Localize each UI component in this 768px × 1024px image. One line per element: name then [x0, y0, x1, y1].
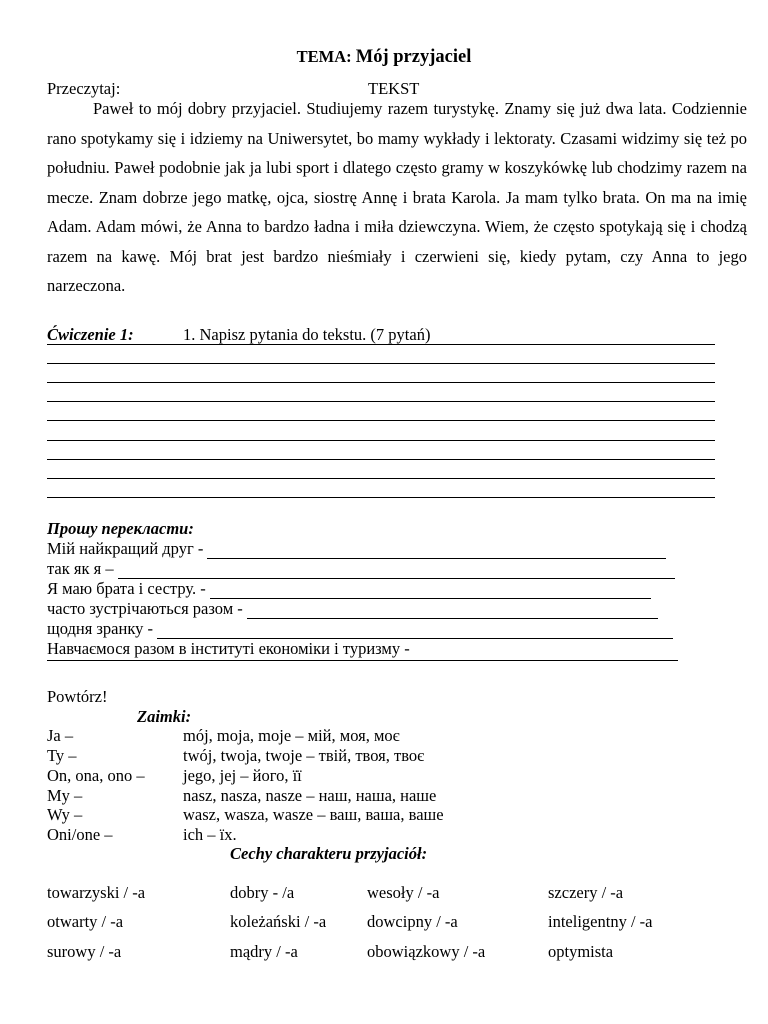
answer-line[interactable] — [47, 401, 715, 402]
pronoun-forms: jego, jej – його, її — [183, 766, 302, 785]
title-prefix: TEMA: — [296, 47, 352, 66]
translate-prompt: щодня зранку - — [47, 619, 153, 638]
answer-line[interactable] — [47, 344, 715, 345]
text-label: TEKST — [368, 79, 420, 98]
answer-line[interactable] — [47, 382, 715, 383]
story-paragraph — [47, 94, 747, 301]
exercise-task: 1. Napisz pytania do tekstu. (7 pytań) — [183, 325, 431, 344]
trait-item: wesoły / -a — [367, 883, 440, 902]
answer-line[interactable] — [47, 497, 715, 498]
pronouns-heading: Zaimki: — [137, 707, 192, 726]
exercise-label: Ćwiczenie 1: — [47, 325, 134, 344]
translate-row — [47, 579, 651, 599]
pronoun-subject: Wy – — [47, 805, 83, 824]
answer-line[interactable] — [47, 440, 715, 441]
pronoun-subject: On, ona, ono – — [47, 766, 145, 785]
pronoun-subject: Ja – — [47, 726, 74, 745]
story-text: Paweł to mój dobry przyjaciel. Studiujemy razem turystykę. Znamy się już dwa lata. Codziennie rano spotykamy się i idziemy na Uniwersytet, bo mamy wykłady i lektoraty. Czasami widzimy się też po południu. Paweł podobnie jak ja lubi sport i dlatego często gramy w koszykówkę lub chodzimy razem na mecze. Znam dobrze jego matkę, ojca, siostrę Annę i brata Karola. Ja mam tylko brata. On ma na imię Adam. Adam mówi, że Anna to bardzo ładna i miła dziewczyna. Wiem, że często spotykają się i chodzą razem na kawę. Mój brat jest bardzo nieśmiały i czerwieni się, kiedy pytam, czy Anna to jego narzeczona. — [47, 99, 747, 295]
translate-answer-line[interactable] — [207, 544, 666, 559]
translate-prompt: Я маю брата і сестру. - — [47, 579, 206, 598]
pronoun-subject: My – — [47, 786, 83, 805]
translate-row — [47, 599, 658, 619]
pronoun-forms: nasz, nasza, nasze – наш, наша, наше — [183, 786, 437, 805]
translate-answer-line[interactable] — [47, 660, 678, 661]
trait-item: towarzyski / -a — [47, 883, 146, 902]
answer-line[interactable] — [47, 420, 715, 421]
translate-prompt: так як я – — [47, 559, 114, 578]
pronoun-subject: Ty – — [47, 746, 77, 765]
translate-row — [47, 559, 675, 579]
trait-item: dobry - /a — [230, 883, 295, 902]
translate-prompt: Мій найкращий друг - — [47, 539, 204, 558]
translate-answer-line[interactable] — [247, 604, 658, 619]
trait-item: surowy / -a — [47, 942, 122, 961]
translate-prompt: часто зустрічаються разом - — [47, 599, 243, 618]
trait-item: obowiązkowy / -a — [367, 942, 486, 961]
answer-line[interactable] — [47, 459, 715, 460]
trait-item: optymista — [548, 942, 614, 961]
pronoun-forms: ich – їх. — [183, 825, 237, 844]
repeat-label: Powtórz! — [47, 687, 108, 706]
read-label: Przeczytaj: — [47, 79, 121, 98]
pronoun-forms: wasz, wasza, wasze – ваш, ваша, ваше — [183, 805, 444, 824]
answer-line[interactable] — [47, 478, 715, 479]
trait-item: szczery / -a — [548, 883, 624, 902]
trait-item: koleżański / -a — [230, 912, 327, 931]
trait-item: dowcipny / -a — [367, 912, 458, 931]
translate-answer-line[interactable] — [157, 624, 673, 639]
translate-row — [47, 539, 666, 559]
translate-row — [47, 639, 410, 659]
pronoun-forms: twój, twoja, twoje – твій, твоя, твоє — [183, 746, 425, 765]
pronoun-subject: Oni/one – — [47, 825, 113, 844]
trait-item: mądry / -a — [230, 942, 298, 961]
translate-answer-line[interactable] — [210, 584, 651, 599]
translate-heading: Прошу перекласти: — [47, 519, 194, 538]
page-title — [0, 47, 768, 68]
title-main: Mój przyjaciel — [355, 47, 472, 67]
answer-line[interactable] — [47, 363, 715, 364]
translate-row — [47, 619, 673, 639]
translate-answer-line[interactable] — [118, 564, 675, 579]
trait-item: otwarty / -a — [47, 912, 124, 931]
trait-item: inteligentny / -a — [548, 912, 653, 931]
pronoun-forms: mój, moja, moje – мій, моя, моє — [183, 726, 400, 745]
translate-prompt: Навчаємося разом в інституті економіки і туризму - — [47, 639, 410, 658]
traits-heading: Cechy charakteru przyjaciół: — [230, 844, 428, 863]
